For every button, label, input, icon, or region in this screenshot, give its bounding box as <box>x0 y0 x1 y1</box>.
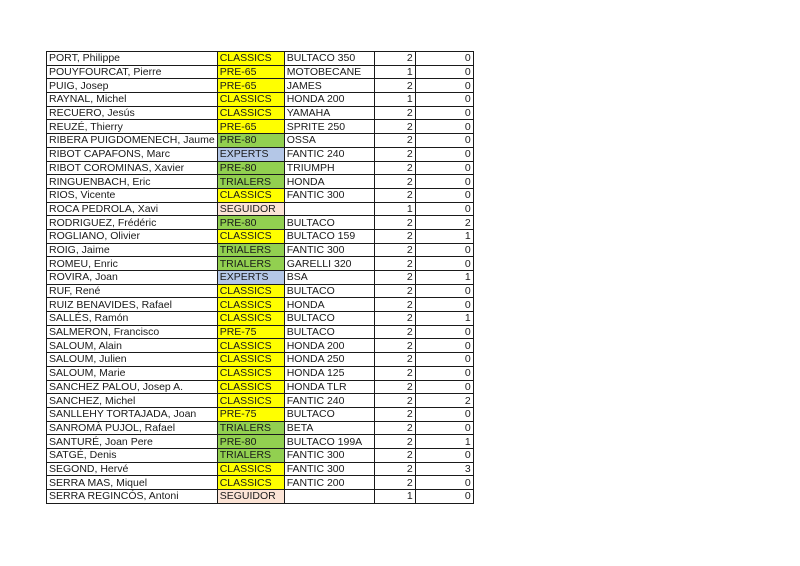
motorcycle-cell: BSA <box>284 271 374 285</box>
table-row <box>47 271 474 285</box>
count-b-cell: 0 <box>415 380 473 394</box>
count-b-cell: 0 <box>415 134 473 148</box>
count-a-cell: 2 <box>374 366 415 380</box>
motorcycle-cell: BULTACO <box>284 407 374 421</box>
count-b-cell: 0 <box>415 257 473 271</box>
count-a-cell: 2 <box>374 339 415 353</box>
motorcycle-cell: MOTOBECANE <box>284 65 374 79</box>
motorcycle-cell: HONDA 250 <box>284 353 374 367</box>
count-a-cell: 2 <box>374 161 415 175</box>
count-a-cell: 2 <box>374 257 415 271</box>
table-row <box>47 325 474 339</box>
rider-name-cell: RIOS, Vicente <box>47 188 218 202</box>
count-b-cell: 0 <box>415 407 473 421</box>
table-row <box>47 476 474 490</box>
category-cell: TRIALERS <box>217 421 284 435</box>
rider-name-cell: RODRIGUEZ, Frédéric <box>47 216 218 230</box>
count-b-cell: 0 <box>415 147 473 161</box>
table-row <box>47 366 474 380</box>
table-row <box>47 134 474 148</box>
count-b-cell: 0 <box>415 93 473 107</box>
table-row <box>47 435 474 449</box>
motorcycle-cell: FANTIC 300 <box>284 462 374 476</box>
motorcycle-cell: HONDA 200 <box>284 93 374 107</box>
count-a-cell: 2 <box>374 229 415 243</box>
category-cell: CLASSICS <box>217 339 284 353</box>
table-row <box>47 202 474 216</box>
category-cell: CLASSICS <box>217 229 284 243</box>
motorcycle-cell: FANTIC 240 <box>284 394 374 408</box>
rider-name-cell: ROMEU, Enric <box>47 257 218 271</box>
count-b-cell: 0 <box>415 106 473 120</box>
motorcycle-cell: FANTIC 240 <box>284 147 374 161</box>
category-cell: PRE-75 <box>217 407 284 421</box>
motorcycle-cell: BULTACO <box>284 216 374 230</box>
count-a-cell: 2 <box>374 147 415 161</box>
count-a-cell: 2 <box>374 421 415 435</box>
count-b-cell: 0 <box>415 353 473 367</box>
count-a-cell: 2 <box>374 284 415 298</box>
motorcycle-cell: HONDA TLR <box>284 380 374 394</box>
category-cell: PRE-65 <box>217 79 284 93</box>
category-cell: EXPERTS <box>217 147 284 161</box>
category-cell: TRIALERS <box>217 448 284 462</box>
count-b-cell: 0 <box>415 175 473 189</box>
table-row <box>47 339 474 353</box>
table-row <box>47 188 474 202</box>
count-b-cell: 0 <box>415 161 473 175</box>
count-a-cell: 2 <box>374 243 415 257</box>
count-b-cell: 0 <box>415 448 473 462</box>
rider-name-cell: SALOUM, Marie <box>47 366 218 380</box>
count-b-cell: 2 <box>415 394 473 408</box>
category-cell: CLASSICS <box>217 380 284 394</box>
table-row <box>47 353 474 367</box>
rider-name-cell: SALOUM, Alain <box>47 339 218 353</box>
table-row <box>47 380 474 394</box>
count-b-cell: 0 <box>415 188 473 202</box>
table-row <box>47 120 474 134</box>
motorcycle-cell: BULTACO <box>284 312 374 326</box>
count-b-cell: 0 <box>415 202 473 216</box>
category-cell: CLASSICS <box>217 476 284 490</box>
category-cell: CLASSICS <box>217 462 284 476</box>
count-b-cell: 2 <box>415 216 473 230</box>
rider-name-cell: RAYNAL, Michel <box>47 93 218 107</box>
table-row <box>47 229 474 243</box>
motorcycle-cell: BULTACO <box>284 325 374 339</box>
category-cell: CLASSICS <box>217 52 284 66</box>
motorcycle-cell: YAMAHA <box>284 106 374 120</box>
category-cell: PRE-80 <box>217 134 284 148</box>
table-row <box>47 79 474 93</box>
motorcycle-cell: HONDA <box>284 298 374 312</box>
table-row <box>47 106 474 120</box>
count-a-cell: 2 <box>374 188 415 202</box>
count-b-cell: 3 <box>415 462 473 476</box>
count-a-cell: 1 <box>374 65 415 79</box>
table-row <box>47 216 474 230</box>
rider-name-cell: ROGLIANO, Olivier <box>47 229 218 243</box>
count-a-cell: 2 <box>374 312 415 326</box>
rider-name-cell: PORT, Philippe <box>47 52 218 66</box>
count-a-cell: 1 <box>374 93 415 107</box>
count-a-cell: 1 <box>374 202 415 216</box>
motorcycle-cell: BULTACO 199A <box>284 435 374 449</box>
category-cell: PRE-80 <box>217 161 284 175</box>
motorcycle-cell: HONDA <box>284 175 374 189</box>
count-a-cell: 2 <box>374 476 415 490</box>
count-b-cell: 0 <box>415 79 473 93</box>
category-cell: CLASSICS <box>217 93 284 107</box>
count-b-cell: 0 <box>415 421 473 435</box>
category-cell: PRE-65 <box>217 65 284 79</box>
count-a-cell: 2 <box>374 216 415 230</box>
motorcycle-cell: BETA <box>284 421 374 435</box>
count-b-cell: 0 <box>415 366 473 380</box>
rider-name-cell: SATGÉ, Denis <box>47 448 218 462</box>
rider-name-cell: SANROMÀ PUJOL, Rafael <box>47 421 218 435</box>
rider-name-cell: RECUERO, Jesús <box>47 106 218 120</box>
motorcycle-cell: BULTACO <box>284 284 374 298</box>
motorcycle-cell <box>284 202 374 216</box>
rider-name-cell: ROCA PEDROLA, Xavi <box>47 202 218 216</box>
rider-name-cell: SERRA MAS, Miquel <box>47 476 218 490</box>
category-cell: CLASSICS <box>217 394 284 408</box>
rider-name-cell: RINGUENBACH, Eric <box>47 175 218 189</box>
count-a-cell: 2 <box>374 175 415 189</box>
rider-name-cell: RUF, René <box>47 284 218 298</box>
rider-name-cell: SALMERON, Francisco <box>47 325 218 339</box>
category-cell: PRE-80 <box>217 435 284 449</box>
count-b-cell: 1 <box>415 312 473 326</box>
table-row <box>47 147 474 161</box>
category-cell: CLASSICS <box>217 312 284 326</box>
count-a-cell: 2 <box>374 462 415 476</box>
table-row <box>47 65 474 79</box>
table-row <box>47 52 474 66</box>
table-row <box>47 257 474 271</box>
count-a-cell: 2 <box>374 298 415 312</box>
rider-name-cell: SANCHEZ PALOU, Josep A. <box>47 380 218 394</box>
table-row <box>47 284 474 298</box>
category-cell: SEGUIDOR <box>217 202 284 216</box>
category-cell: CLASSICS <box>217 298 284 312</box>
category-cell: SEGUIDOR <box>217 490 284 504</box>
rider-name-cell: ROIG, Jaime <box>47 243 218 257</box>
results-table-body <box>47 52 474 504</box>
rider-name-cell: POUYFOURCAT, Pierre <box>47 65 218 79</box>
count-a-cell: 2 <box>374 380 415 394</box>
count-a-cell: 2 <box>374 106 415 120</box>
count-b-cell: 0 <box>415 243 473 257</box>
count-a-cell: 2 <box>374 79 415 93</box>
table-row <box>47 448 474 462</box>
count-b-cell: 0 <box>415 52 473 66</box>
category-cell: EXPERTS <box>217 271 284 285</box>
motorcycle-cell: JAMES <box>284 79 374 93</box>
rider-name-cell: RIBOT COROMINAS, Xavier <box>47 161 218 175</box>
motorcycle-cell: GARELLI 320 <box>284 257 374 271</box>
category-cell: TRIALERS <box>217 257 284 271</box>
count-b-cell: 0 <box>415 120 473 134</box>
count-a-cell: 2 <box>374 120 415 134</box>
rider-name-cell: RIBOT CAPAFONS, Marc <box>47 147 218 161</box>
rider-name-cell: SANTURÉ, Joan Pere <box>47 435 218 449</box>
table-row <box>47 490 474 504</box>
count-a-cell: 2 <box>374 52 415 66</box>
count-b-cell: 0 <box>415 339 473 353</box>
rider-name-cell: SANLLEHY TORTAJADA, Joan <box>47 407 218 421</box>
count-a-cell: 1 <box>374 490 415 504</box>
category-cell: CLASSICS <box>217 284 284 298</box>
category-cell: TRIALERS <box>217 175 284 189</box>
rider-name-cell: SANCHEZ, Michel <box>47 394 218 408</box>
motorcycle-cell: TRIUMPH <box>284 161 374 175</box>
count-a-cell: 2 <box>374 435 415 449</box>
table-row <box>47 161 474 175</box>
category-cell: CLASSICS <box>217 366 284 380</box>
rider-name-cell: ROVIRA, Joan <box>47 271 218 285</box>
table-row <box>47 394 474 408</box>
category-cell: PRE-65 <box>217 120 284 134</box>
rider-name-cell: SEGOND, Hervé <box>47 462 218 476</box>
motorcycle-cell: BULTACO 350 <box>284 52 374 66</box>
count-a-cell: 2 <box>374 353 415 367</box>
category-cell: PRE-80 <box>217 216 284 230</box>
motorcycle-cell: FANTIC 300 <box>284 243 374 257</box>
count-b-cell: 1 <box>415 271 473 285</box>
count-a-cell: 2 <box>374 271 415 285</box>
category-cell: CLASSICS <box>217 353 284 367</box>
count-a-cell: 2 <box>374 448 415 462</box>
motorcycle-cell: HONDA 200 <box>284 339 374 353</box>
count-b-cell: 0 <box>415 476 473 490</box>
results-table <box>46 51 474 504</box>
count-a-cell: 2 <box>374 407 415 421</box>
count-a-cell: 2 <box>374 134 415 148</box>
motorcycle-cell: HONDA 125 <box>284 366 374 380</box>
rider-name-cell: RIBERA PUIGDOMENECH, Jaume <box>47 134 218 148</box>
table-row <box>47 407 474 421</box>
motorcycle-cell: OSSA <box>284 134 374 148</box>
rider-name-cell: SALLÉS, Ramón <box>47 312 218 326</box>
count-b-cell: 0 <box>415 490 473 504</box>
category-cell: TRIALERS <box>217 243 284 257</box>
category-cell: CLASSICS <box>217 106 284 120</box>
table-row <box>47 298 474 312</box>
category-cell: PRE-75 <box>217 325 284 339</box>
motorcycle-cell <box>284 490 374 504</box>
motorcycle-cell: FANTIC 200 <box>284 476 374 490</box>
count-a-cell: 2 <box>374 394 415 408</box>
table-row <box>47 462 474 476</box>
motorcycle-cell: SPRITE 250 <box>284 120 374 134</box>
category-cell: CLASSICS <box>217 188 284 202</box>
rider-name-cell: SERRA REGINCÓS, Antoni <box>47 490 218 504</box>
table-row <box>47 175 474 189</box>
rider-name-cell: RUIZ BENAVIDES, Rafael <box>47 298 218 312</box>
count-b-cell: 1 <box>415 435 473 449</box>
count-b-cell: 0 <box>415 284 473 298</box>
table-row <box>47 243 474 257</box>
motorcycle-cell: BULTACO 159 <box>284 229 374 243</box>
table-row <box>47 312 474 326</box>
count-b-cell: 0 <box>415 65 473 79</box>
count-a-cell: 2 <box>374 325 415 339</box>
rider-name-cell: SALOUM, Julien <box>47 353 218 367</box>
count-b-cell: 0 <box>415 325 473 339</box>
rider-name-cell: PUIG, Josep <box>47 79 218 93</box>
rider-name-cell: REUZÉ, Thierry <box>47 120 218 134</box>
table-row <box>47 93 474 107</box>
count-b-cell: 0 <box>415 298 473 312</box>
table-row <box>47 421 474 435</box>
motorcycle-cell: FANTIC 300 <box>284 188 374 202</box>
motorcycle-cell: FANTIC 300 <box>284 448 374 462</box>
count-b-cell: 1 <box>415 229 473 243</box>
